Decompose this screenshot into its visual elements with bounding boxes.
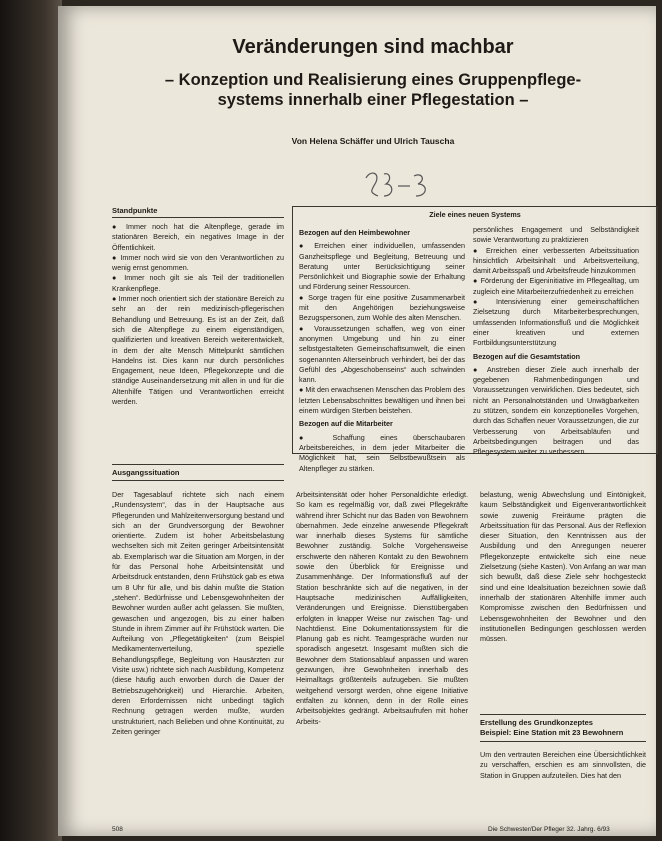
ziele-bullet: ● Erreichen einer verbesserten Arbeitssituation hinsichtlich Arbeitsinhalt und Arbeitsverteilung, damit Arbeitsspaß und Arbeitsfreude hinzukommen xyxy=(473,246,639,277)
divider xyxy=(480,741,646,742)
subtitle-line-1: – Konzeption und Realisierung eines Gruppenpflege- xyxy=(164,71,582,89)
ausgangssituation-heading: Ausgangssituation xyxy=(112,468,180,477)
ziele-bullet: ● Voraussetzungen schaffen, weg von einer anonymen Umgebung und hin zu einer selbstgestalteten Gemeinschaftsumwelt, die einen sogenannten Alterseinbruch verhindert, bei der das Gefühl des „Abgeschobenseins“ auch schwinden kann. xyxy=(299,324,465,386)
divider xyxy=(480,714,646,715)
body-column-3 xyxy=(480,490,646,686)
body-column-1 xyxy=(112,490,284,820)
ziele-subheading: Bezogen auf die Gesamtstation xyxy=(473,351,581,361)
standpunkte-bullet: ● Immer noch wird sie von den Verantwortlichen zu wenig ernst genommen. xyxy=(112,253,284,274)
ziele-bullet: ● Mit den erwachsenen Menschen das Problem des letzten Lebensabschnittes bewältigen und ihnen bei einem würdigen Sterben beistehen. xyxy=(299,385,465,416)
ziele-bullet: ● Sorge tragen für eine positive Zusammenarbeit mit den Angehörigen beziehungsweise Bezugspersonen, zum Wohle des alten Menschen. xyxy=(299,293,465,324)
ziele-bullet: ● Förderung der Eigeninitiative im Pflegealltag, um zugleich eine Mitarbeiterzufriedenheit zu erreichen xyxy=(473,276,639,297)
ziele-paragraph: persönliches Engagement und Selbständigkeit sowie Verantwortung zu praktizieren xyxy=(473,225,639,245)
ziele-subheading: Bezogen auf den Heimbewohner xyxy=(299,228,411,237)
divider xyxy=(112,464,284,465)
body-column-2 xyxy=(296,490,468,820)
ziele-subheading: Bezogen auf die Mitarbeiter xyxy=(299,419,393,429)
ziele-sidebar-box xyxy=(292,206,658,473)
magazine-page xyxy=(58,6,656,836)
body-paragraph: Um den vertrauten Bereichen eine Übersichtlichkeit zu verschaffen, erschien es am sinnvollsten, die Station in Gruppen aufzuteilen. Dies hat den xyxy=(480,750,646,780)
article-title: Veränderungen sind machbar xyxy=(232,36,514,58)
body-paragraph: Der Tagesablauf richtete sich nach einem „Rundensystem“, das in der Hauptsache aus Pflegerunden und Mahlzeitenversorgung bestand und sich an der Grundversorgung der Bewohner orientierte. Zudem ist hoher Arbeitsbelastung wechselten sich mit Zeiten geringer Arbeitsintensität ab. Exemplarisch war die Situation am Morgen, in der für das Personal hohe Arbeitsintensität und Arbeitsdruck entstanden, denn Frühstück gab es etwa um 8 Uhr für alle, und bis dahin mußte die Station „stehen“. Bedürfnisse und Lebensgewohnheiten der Bewohner wurden außer acht gelassen. Sie mußten, gewaschen und angezogen, bis zu einer halben Stunde in ihrem Zimmer auf ihr Frühstück warten. Die Aufteilung von „Pflegetätigkeiten“ (zum Beispiel Medikamentenverteilung, spezielle Behandlungspflege, Begleitung von Hausärzten zur Visite usw.) richtete sich nach Ausbildung, Kompetenz (diese häufig auch erworben durch die Dauer der Betriebszugehörigkeit) und Hierarchie. Arbeiten, deren Erfordernissen nicht unbedingt täglich Rechnung getragen werden mußte, wurden unstrukturiert, nach Belieben und ohne Kontinuität, zu Zeiten geringer xyxy=(112,490,284,736)
standpunkte-bullet: ● Immer noch orientiert sich der stationäre Bereich zu sehr an der rein medizinisch-pflegerischen Behandlung und Betreuung. Es ist an der Zeit, daß sich die Altenpflege zu einem eigenständigen, qualifizierten und kreativen Bereich weiterentwickelt, in dem der alte Mensch Mittelpunkt sämtlichen Handelns ist. Dies kann nur durch persönliches Engagement, neue Ideen, Pflegekonzepte und die ständige Auseinandersetzung mit allen in und für die Altenhilfe Tätigen und Verantwortlichen erreicht werden. xyxy=(112,294,284,407)
ziele-bullet: ● Schaffung eines überschaubaren Arbeitsbereiches, in dem jeder Mitarbeiter die Möglichkeit hat, sein Selbstbewußtsein als Altenpfleger zu stärken. xyxy=(299,433,465,474)
ziele-bullet: ● Anstreben dieser Ziele auch innerhalb der gegebenen Rahmenbedingungen und Voraussetzungen verwirklichen. Dies bedeutet, sich nicht an Personalnotständen und Unwägbarkeiten zu stützen, sondern ein konzeptionelles Vorgehen, durch das Schaffen neuer Voraussetzungen, die zur Verbesserung von Arbeitsabläufen und Arbeitsbedingungen beitragen und das Pflegesystem weiter zu verbessern. xyxy=(473,365,639,458)
page-number: 508 xyxy=(112,826,123,833)
standpunkte-heading: Standpunkte xyxy=(112,206,158,215)
body-paragraph: Arbeitsintensität oder hoher Personaldichte erledigt. So kam es regelmäßig vor, daß zwei Pflegekräfte während ihrer Schicht nur das Baden von Bewohnern übernahmen. Jede einzelne anwesende Pflegekraft war innerhalb dieses Systems für sämtliche Bewohner zuständig. Solche Vorgehensweise erschwerte den näheren Kontakt zu den Bewohnern sowie den Überblick für Ereignisse und Zusammenhänge. Der Informationsfluß auf der Station beschränkte sich auf die negativen, in der Hauptsache medizinischen Auffälligkeiten, Veränderungen und Ereignisse. Dienstübergaben erfolgten in knapper Weise nur zwischen Tag- und Nachtdienst. Eine Dokumentationssystem für die Planung gab es nicht. Teamgespräche wurden nur sporadisch angesetzt. Insgesamt mußten sich die Bewohner dem Stationsablauf anpassen und waren gezwungen, ihre Gewohnheiten innerhalb des Heimalltags größtenteils aufzugeben. Sie mußten weitgehend versorgt werden, ohne eigene Initiative entfalten zu können, denn in der Rolle eines Arbeitsobjektes gedrängt. Arbeitsaufrufen mit hoher Arbeits- xyxy=(296,490,468,726)
ziele-bullet: ● Erreichen einer individuellen, umfassenden Ganzheitspflege und Begleitung, Betreuung und Beratung unter Berücksichtigung seiner Persönlichkeit und Biographie sowie der Erhaltung und Förderung seiner Ressourcen. xyxy=(299,241,465,292)
grundkonzept-heading xyxy=(480,718,646,738)
grundkonzept-heading-line: Beispiel: Eine Station mit 23 Bewohnern xyxy=(480,728,624,737)
ziele-left-column xyxy=(299,225,465,474)
subtitle-line-2: systems innerhalb einer Pflegestation – xyxy=(217,91,529,109)
ziele-bullet: ● Intensivierung einer gemeinschaftlichen Zielsetzung durch Mitarbeiterbesprechungen, umfassenden Informationsfluß und die Möglichkeit einer kreativen und externen Fortbildungsunterstützung xyxy=(473,297,639,348)
article-authors: Von Helena Schäffer und Ulrich Tauscha xyxy=(291,136,455,146)
ziele-box-title: Ziele eines neuen Systems xyxy=(429,210,521,219)
standpunkte-column xyxy=(112,222,284,407)
article-subtitle xyxy=(128,70,618,110)
divider xyxy=(112,480,284,481)
standpunkte-bullet: ● Immer noch hat die Altenpflege, gerade im stationären Bereich, ein negatives Image in der Öffentlichkeit. xyxy=(112,222,284,253)
grundkonzept-heading-line: Erstellung des Grundkonzeptes xyxy=(480,718,593,727)
divider xyxy=(112,217,284,218)
grundkonzept-text xyxy=(480,750,646,781)
body-paragraph: belastung, wenig Abwechslung und Eintönigkeit, kaum Selbständigkeit und Eigenverantwortlichkeit sowie zuwenig Freiräume prägten die Arbeitssituation für das Personal. Aus der Reflexion dieser Situation, den Kenntnissen aus der Ausbildung und den Anregungen neuerer Pflegekonzepte entwickelte sich eine neue Zielsetzung (siehe Kasten). Von Anfang an war man sich bewußt, daß diese Ziele sehr hochgesteckt sind und eine Idealsituation bezeichnen sowie daß innerhalb der stationären Altenhilfe immer auch Kompromisse zwischen den Bedürfnissen und Lebensgewohnheiten der Bewohner und den institutionellen Bedingungen geschlossen werden müssen. xyxy=(480,490,646,644)
ziele-right-column xyxy=(473,225,639,458)
book-binding-shadow xyxy=(0,0,62,841)
journal-footer: Die Schwester/Der Pfleger 32. Jahrg. 6/93 xyxy=(488,826,610,833)
handwritten-annotation xyxy=(358,166,438,206)
standpunkte-bullet: ● Immer noch gilt sie als Teil der traditionellen Krankenpflege. xyxy=(112,273,284,294)
